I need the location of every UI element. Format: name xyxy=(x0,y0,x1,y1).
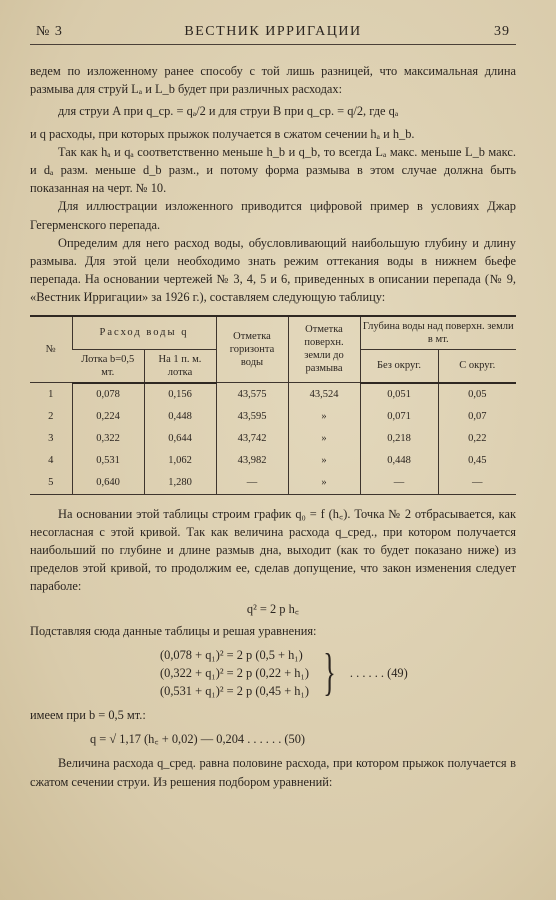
equation-line: для струи A при q_ср. = qₐ/2 и для струи B при q_ср. = q/2, где qₐ xyxy=(58,104,399,119)
cell: » xyxy=(288,406,360,428)
cell: 0,448 xyxy=(144,406,216,428)
cell: 4 xyxy=(48,455,54,467)
col-depth: Глубина воды над поверхн. земли в мт. xyxy=(360,316,516,350)
cell: 0,218 xyxy=(360,428,438,450)
cell: 43,524 xyxy=(288,383,360,406)
cell: 0,531 xyxy=(72,450,144,472)
col-ground: Отметка поверхн. земли до размыва xyxy=(288,316,360,383)
cell: — xyxy=(438,472,516,495)
paragraph: ведем по изложенному ранее способу с той лишь разницей, что максимальная длина размыва для струй Lₐ и L_b будет при различных расходах: xyxy=(30,64,516,97)
cell: 0,05 xyxy=(438,383,516,406)
paragraph: Так как hₐ и qₐ соответственно меньше h_b и q_b, то всегда Lₐ макс. меньше L_b макс. и dₐ разм. меньше d_b разм., и потому форма размыва в этом случае должна быть показанная на черт. № 10. xyxy=(30,144,516,196)
cell: 0,640 xyxy=(72,472,144,495)
article-body xyxy=(30,62,516,791)
col-num: № xyxy=(30,316,72,383)
table-row xyxy=(30,428,516,450)
system-line: (0,531 + q₁)² = 2 p (0,45 + h₁) xyxy=(160,684,309,699)
cell: 0,448 xyxy=(360,450,438,472)
paragraph: Для иллюстрации изложенного приводится цифровой пример в условиях Джар Гегерменского перепада. xyxy=(30,199,516,232)
cell: 1,062 xyxy=(144,450,216,472)
cell: 0,07 xyxy=(438,406,516,428)
equation-system xyxy=(160,646,516,700)
formula-50: q = √ 1,17 (h꜀ + 0,02) — 0,204 . . . . . . (50) xyxy=(90,732,306,747)
cell: 0,45 xyxy=(438,450,516,472)
cell: 0,156 xyxy=(144,383,216,406)
right-brace: } xyxy=(323,644,336,702)
cell: 0,078 xyxy=(72,383,144,406)
data-table xyxy=(30,315,516,495)
issue-number: № 3 xyxy=(36,24,63,39)
cell: 0,051 xyxy=(360,383,438,406)
cell: 5 xyxy=(30,472,72,495)
cell: 0,224 xyxy=(72,406,144,428)
table-row xyxy=(30,406,516,428)
paragraph: Подставляя сюда данные таблицы и решая уравнения: xyxy=(30,623,317,638)
paragraph: Величина расхода q_сред. равна половине расхода, при котором прыжок получается в сжатом сечении струи. Из решения подбором уравнений: xyxy=(30,756,516,789)
system-line: (0,078 + q₁)² = 2 p (0,5 + h₁) xyxy=(160,648,303,663)
cell: » xyxy=(288,428,360,450)
col-tray: Лотка b=0,5 мт. xyxy=(72,349,144,383)
table-row xyxy=(30,383,516,406)
col-round: С округ. xyxy=(438,349,516,383)
cell: 2 xyxy=(48,411,54,423)
cell: — xyxy=(216,472,288,495)
paragraph: Определим для него расход воды, обусловливающий наибольшую глубину и длину размыва. Для этой цели необходимо знать режим оттекания воды в нижнем бьефе перепада. На основании чертежей № 3, 4, 5 и 6, приведенных в описании перепада (№ 9, «Вестник Ирригации» за 1926 г.), составляем следующую таблицу: xyxy=(30,235,516,305)
cell: — xyxy=(360,472,438,495)
page-number: 39 xyxy=(494,24,510,39)
cell: 43,982 xyxy=(216,450,288,472)
cell: 0,322 xyxy=(72,428,144,450)
paragraph: и q расходы, при которых прыжок получается в сжатом сечении hₐ и h_b. xyxy=(30,126,415,141)
paragraph: имеем при b = 0,5 мт.: xyxy=(30,708,146,723)
cell: » xyxy=(288,450,360,472)
system-line: (0,322 + q₁)² = 2 p (0,22 + h₁) xyxy=(160,666,309,681)
col-flow: Расход воды q xyxy=(72,316,216,350)
cell: 1 xyxy=(48,388,54,400)
cell: 0,071 xyxy=(360,406,438,428)
col-no-round: Без округ. xyxy=(360,349,438,383)
cell: 0,644 xyxy=(144,428,216,450)
cell: 3 xyxy=(48,433,54,445)
table-row xyxy=(30,450,516,472)
cell: 43,595 xyxy=(216,406,288,428)
equation-tag: . . . . . . (49) xyxy=(349,665,408,680)
parabola-equation: q² = 2 p h꜀ xyxy=(246,601,300,616)
cell: 0,22 xyxy=(438,428,516,450)
paragraph: На основании этой таблицы строим график q₀ = f (h꜀). Точка № 2 отбрасывается, как несогласная с этой кривой. Так как величина расхода q_сред., при котором получается наибольший по глубине и длине размыв дна, выходит (как то будет показано ниже) из пределов этой кривой, то продолжим ее, сделав допущение, что закон изменения следует параболе: xyxy=(30,506,516,594)
col-per-m: На 1 п. м. лотка xyxy=(144,349,216,383)
table-row xyxy=(30,472,516,495)
cell: 43,575 xyxy=(216,383,288,406)
col-level: Отметка горизонта воды xyxy=(216,316,288,383)
cell: 43,742 xyxy=(216,428,288,450)
cell: 1,280 xyxy=(144,472,216,495)
journal-title: ВЕСТНИК ИРРИГАЦИИ xyxy=(184,24,362,39)
cell: » xyxy=(288,472,360,495)
running-header xyxy=(30,22,516,45)
